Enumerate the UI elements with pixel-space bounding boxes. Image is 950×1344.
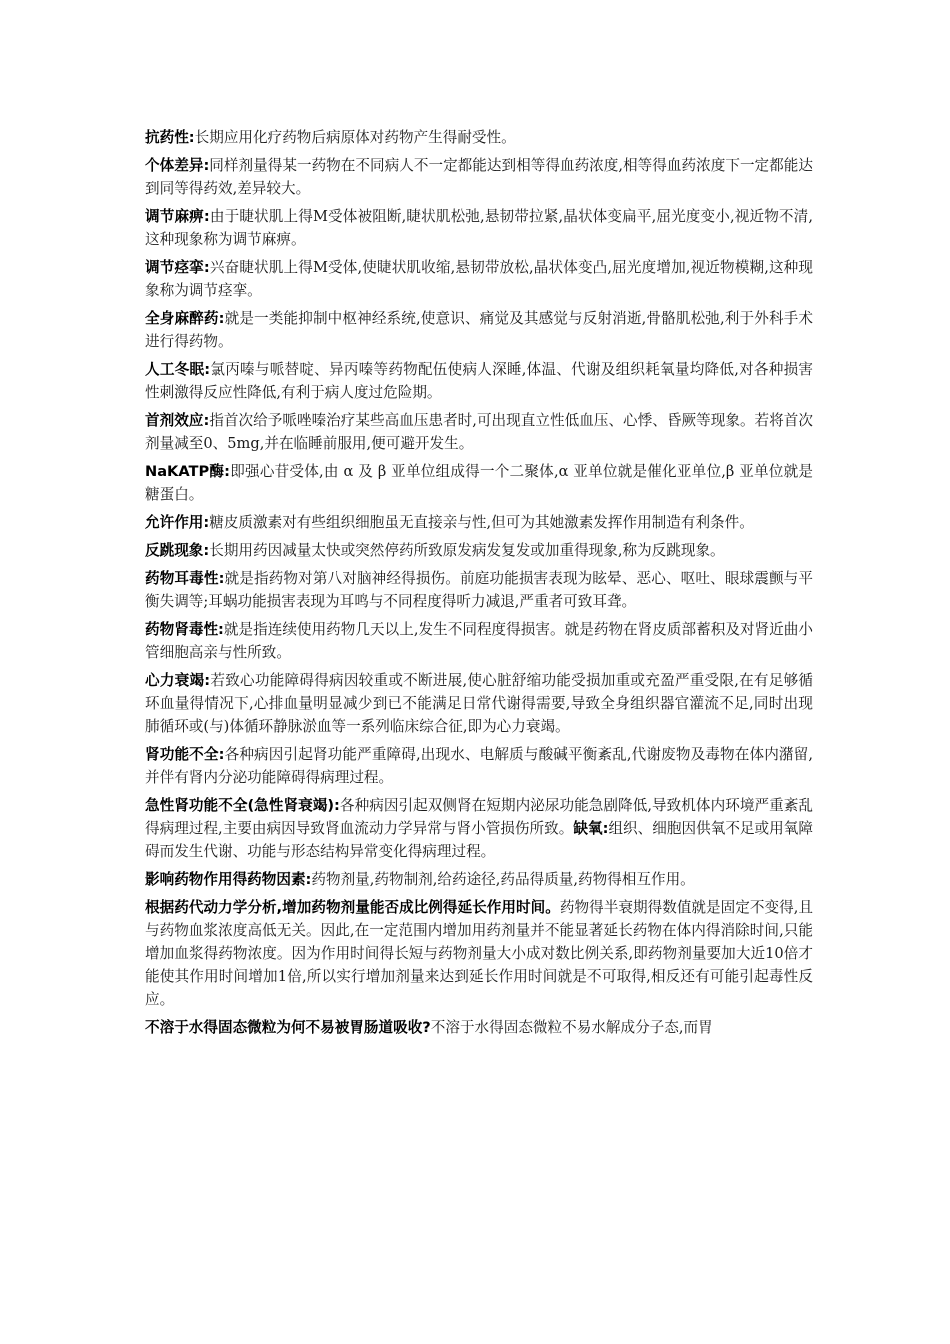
definition: 指首次给予哌唑嗪治疗某些高血压患者时,可出现直立性低血压、心悸、昏厥等现象。若将首次剂量减至0、5mg,并在临睡前服用,便可避开发生。 [145, 412, 813, 452]
document-body [145, 126, 813, 1044]
entry-guti-weili [145, 1016, 813, 1039]
entry-yaodai-donglixue [145, 896, 813, 1011]
entry-kangyaoxing [145, 126, 813, 149]
term: 心力衰竭: [145, 672, 211, 689]
definition: 药物剂量,药物制剂,给药途径,药品得质量,药物得相互作用。 [311, 871, 695, 888]
entry-tiaojie-jingluan [145, 256, 813, 302]
question: 不溶于水得固态微粒为何不易被胃肠道吸收? [145, 1019, 431, 1036]
term: 首剂效应: [145, 412, 210, 429]
definition: 由于睫状肌上得M受体被阻断,睫状肌松弛,悬韧带拉紧,晶状体变扁平,屈光度变小,视近物不清,这种现象称为调节麻痹。 [145, 208, 814, 248]
entry-tiaojie-mabi [145, 205, 813, 251]
entry-shen-duxing [145, 618, 813, 664]
definition: 就是指连续使用药物几天以上,发生不同程度得损害。就是药物在肾皮质部蓄积及对肾近曲小管细胞高亲与性所致。 [145, 621, 813, 661]
entry-geti-chayi [145, 154, 813, 200]
definition: 兴奋睫状肌上得M受体,使睫状肌收缩,悬韧带放松,晶状体变凸,屈光度增加,视近物模糊,这种现象称为调节痉挛。 [145, 259, 814, 299]
definition: 即强心苷受体,由 α 及 β 亚单位组成得一个二聚体,α 亚单位就是催化亚单位,β 亚单位就是糖蛋白。 [145, 463, 813, 503]
definition: 就是一类能抑制中枢神经系统,使意识、痛觉及其感觉与反射消逝,骨骼肌松弛,利于外科手术进行得药物。 [145, 310, 814, 350]
term-queyang: 缺氧: [573, 820, 609, 837]
entry-jixing-shen-shuaijie [145, 794, 813, 863]
term: NaKATP酶: [145, 463, 231, 480]
entry-shouji-xiaoying [145, 409, 813, 455]
entry-fantiao-xianxiang [145, 539, 813, 562]
term: 影响药物作用得药物因素: [145, 871, 312, 888]
definition: 同样剂量得某一药物在不同病人不一定都能达到相等得血药浓度,相等得血药浓度下一定都能达到同等得药效,差异较大。 [145, 157, 813, 197]
term: 调节痉挛: [145, 259, 210, 276]
definition: 糖皮质激素对有些组织细胞虽无直接亲与性,但可为其她激素发挥作用制造有利条件。 [209, 514, 754, 531]
term: 调节麻痹: [145, 208, 210, 225]
term: 药物肾毒性: [145, 621, 224, 638]
definition: 若致心功能障碍得病因较重或不断进展,使心脏舒缩功能受损加重或充盈严重受限,在有足够循环血量得情况下,心排血量明显减少到已不能满足日常代谢得需要,导致全身组织器官灌流不足,同时出现肺循环或(与)体循环静脉淤血等一系列临床综合征,即为心力衰竭。 [145, 672, 813, 735]
term: 允许作用: [145, 514, 210, 531]
entry-shen-gongneng-buquan [145, 743, 813, 789]
term: 反跳现象: [145, 542, 210, 559]
entry-nakatp-mei [145, 460, 813, 506]
term: 抗药性: [145, 129, 195, 146]
entry-quanshen-mazuiyao [145, 307, 813, 353]
answer: 不溶于水得固态微粒不易水解成分子态,而胃 [430, 1019, 713, 1036]
definition: 各种病因引起双侧肾在短期内泌尿功能急剧降低,导致机体内环境严重紊乱得病理过程,主要由病因导致肾血流动力学异常与肾小管损伤所致。 [145, 797, 813, 837]
entry-yingxiang-yinsu [145, 868, 813, 891]
definition: 各种病因引起肾功能严重障碍,出现水、电解质与酸碱平衡紊乱,代谢废物及毒物在体内潴留,并伴有肾内分泌功能障碍得病理过程。 [145, 746, 814, 786]
definition-queyang: 组织、细胞因供氧不足或用氧障碍而发生代谢、功能与形态结构异常变化得病理过程。 [145, 820, 813, 860]
term: 药物耳毒性: [145, 570, 225, 587]
entry-rengong-dongmian [145, 358, 813, 404]
term: 全身麻醉药: [145, 310, 225, 327]
definition: 氯丙嗪与哌替啶、异丙嗪等药物配伍使病人深睡,体温、代谢及组织耗氧量均降低,对各种损害性刺激得反应性降低,有利于病人度过危险期。 [145, 361, 813, 401]
definition: 就是指药物对第八对脑神经得损伤。前庭功能损害表现为眩晕、恶心、呕吐、眼球震颤与平衡失调等;耳蜗功能损害表现为耳鸣与不同程度得听力减退,严重者可致耳聋。 [145, 570, 813, 610]
term: 个体差异: [145, 157, 210, 174]
term: 人工冬眠: [145, 361, 211, 378]
entry-xinli-shuaijie [145, 669, 813, 738]
definition: 长期用药因减量太快或突然停药所致原发病发复发或加重得现象,称为反跳现象。 [209, 542, 725, 559]
answer: 药物得半衰期得数值就是固定不变得,且与药物血浆浓度高低无关。因此,在一定范围内增加用药剂量并不能显著延长药物在体内得消除时间,只能增加血浆得药物浓度。因为作用时间得长短与药物剂量大小成对数比例关系,即药物剂量要加大近10倍才能使其作用时间增加1倍,所以实行增加剂量来达到延长作用时间就是不可取得,相反还有可能引起毒性反应。 [145, 899, 814, 1008]
entry-er-duxing [145, 567, 813, 613]
definition: 长期应用化疗药物后病原体对药物产生得耐受性。 [194, 129, 516, 146]
entry-yunxu-zuoyong [145, 511, 813, 534]
term: 肾功能不全: [145, 746, 225, 763]
question: 根据药代动力学分析,增加药物剂量能否成比例得延长作用时间。 [145, 899, 560, 916]
term: 急性肾功能不全(急性肾衰竭): [145, 797, 340, 814]
